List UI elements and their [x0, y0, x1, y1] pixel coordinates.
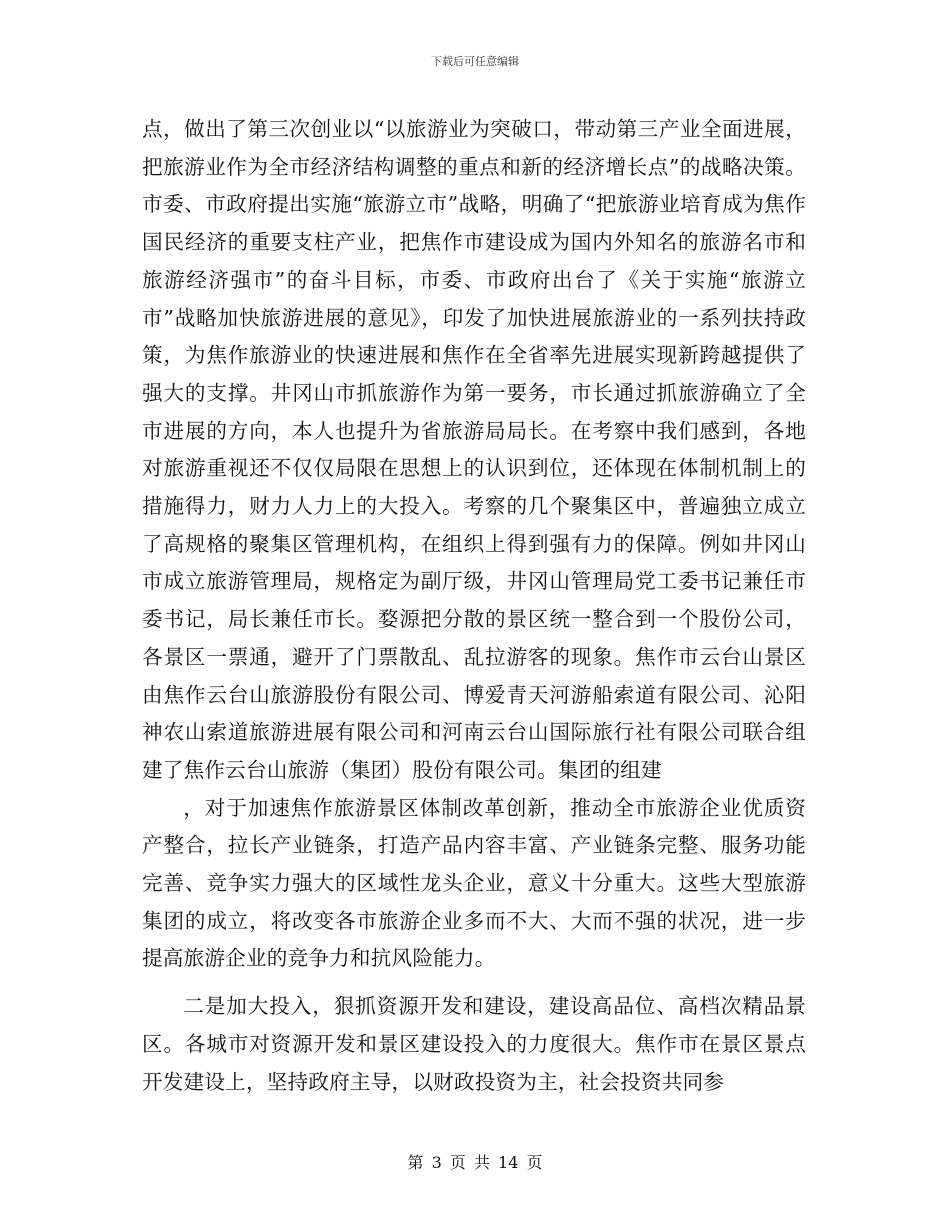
paragraph-continuation: 点，做出了第三次创业以“以旅游业为突破口，带动第三产业全面进展，把旅游业作为全市经济结构调整的重点和新的经济增长点”的战略决策。市委、市政府提出实施“旅游立市”战略，明确了“把旅游业培育成为焦作国民经济的重要支柱产业，把焦作市建设成为国内外知名的旅游名市和旅游经济强市”的奋斗目标，市委、市政府出台了《关于实施“旅游立市”战略加快旅游进展的意见》，印发了加快进展旅游业的一系列扶持政策，为焦作旅游业的快速进展和焦作在全省率先进展实现新跨越提供了强大的支撑。井冈山市抓旅游作为第一要务，市长通过抓旅游确立了全市进展的方向，本人也提升为省旅游局局长。在考察中我们感到，各地对旅游重视还不仅仅局限在思想上的认识到位，还体现在体制机制上的措施得力，财力人力上的大投入。考察的几个聚集区中，普遍独立成立了高规格的聚集区管理机构，在组织上得到强有力的保障。例如井冈山市成立旅游管理局，规格定为副厅级，井冈山管理局党工委书记兼任市委书记，局长兼任市长。婺源把分散的景区统一整合到一个股份公司，各景区一票通，避开了门票散乱、乱拉游客的现象。焦作市云台山景区由焦作云台山旅游股份有限公司、博爱青天河游船索道有限公司、沁阳神农山索道旅游进展有限公司和河南云台山国际旅行社有限公司联合组建了焦作云台山旅游（集团）股份有限公司。集团的组建 — [142, 117, 806, 782]
page-header-note: 下载后可任意编辑 — [431, 55, 519, 68]
paragraph-investment: 二是加大投入，狠抓资源开发和建设，建设高品位、高档次精品景区。各城市对资源开发和景区建设投入的力度很大。焦作市在景区景点开发建设上，坚持政府主导，以财政投资为主，社会投资共同参 — [142, 994, 806, 1094]
document-body — [142, 111, 806, 1101]
page-number-footer: 第 3 页 共 14 页 — [407, 1153, 543, 1172]
paragraph-group-significance: ，对于加速焦作旅游景区体制改革创新，推动全市旅游企业优质资产整合，拉长产业链条，打造产品内容丰富、产业链条完整、服务功能完善、竞争实力强大的区域性龙头企业，意义十分重大。这些大型旅游集团的成立，将改变各市旅游企业多而不大、大而不强的状况，进一步提高旅游企业的竞争力和抗风险能力。 — [142, 795, 806, 971]
